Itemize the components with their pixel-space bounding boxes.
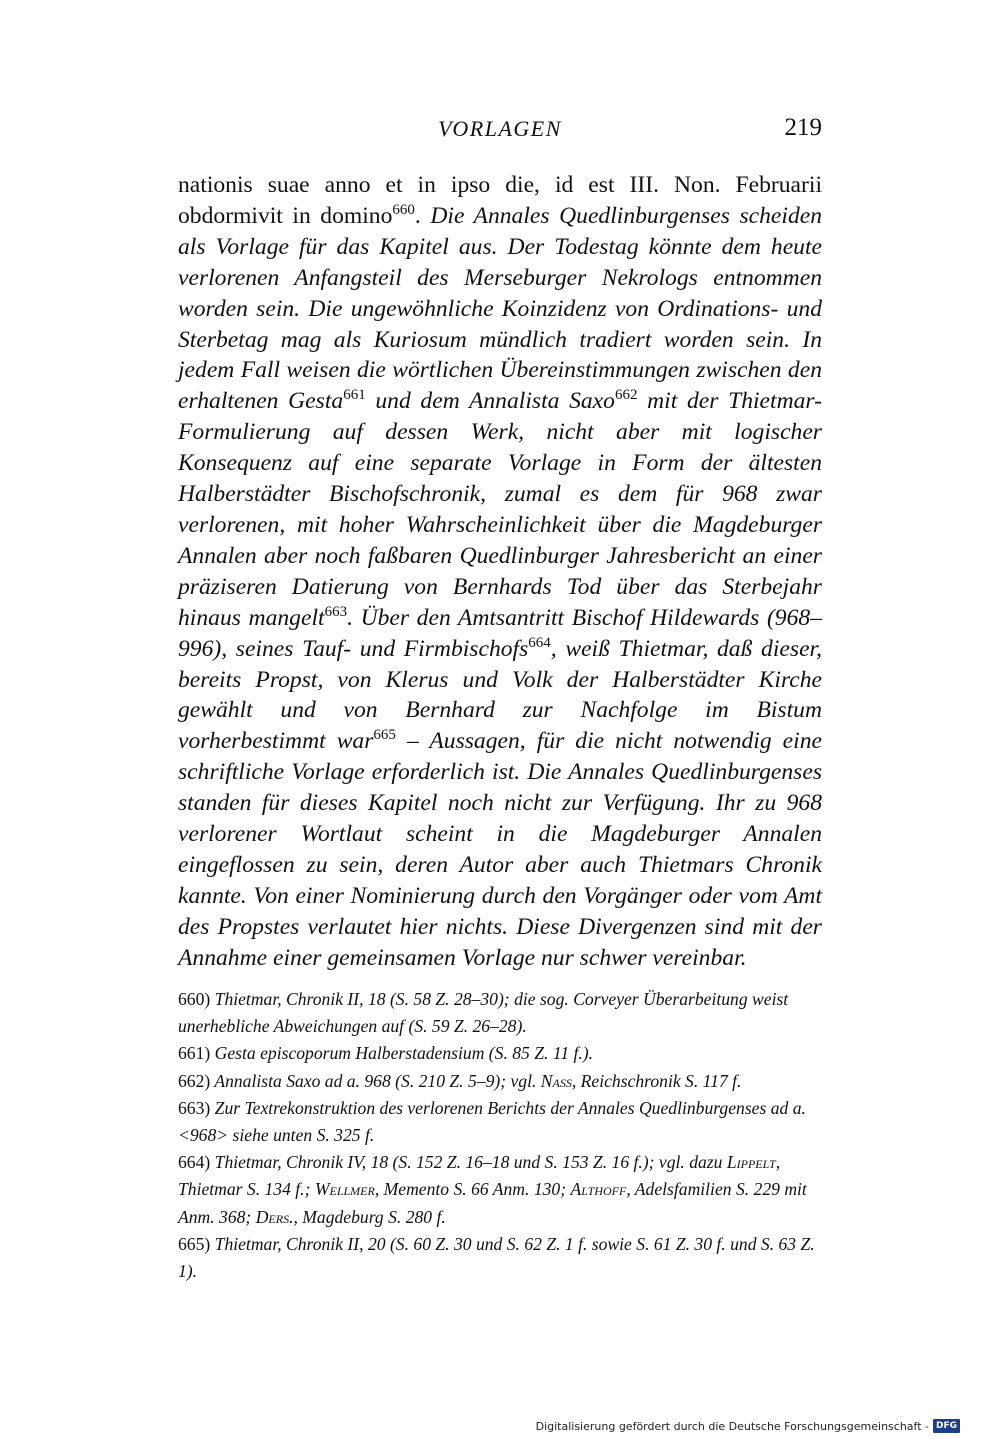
body-text-italic: , weiß Thietmar, daß dieser, bereits Propst, von Klerus und Volk der Halberstädter Kirche gewählt und von Bernhard zur Nachfolge im Bistum vorherbestimmt war [178, 635, 822, 755]
body-text-italic: – Aussagen, für die nicht notwendig eine schriftliche Vorlage erforderlich ist. Die Annales Quedlinburgenses standen für dieses Kapitel noch nicht zur Verfügung. Ihr zu 968 verlorener Wortlaut scheint in die Magdeburger Annalen eingeflossen zu sein, deren Autor aber auch Thietmars Chronik kannte. Von einer Nominierung durch den Vorgänger oder vom Amt des Propstes verlautet hier nichts. Diese Divergenzen sind mit der Annahme einer gemeinsamen Vorlage nur schwer vereinbar. [178, 728, 822, 971]
footnote-text: Thietmar, Chronik II, 18 (S. 58 Z. 28–30); die sog. Corveyer Überarbeitung weist unerhebliche Abweichungen auf (S. 59 Z. 26–28). [178, 989, 789, 1037]
author-name: Lippelt [726, 1152, 776, 1173]
body-text-roman: nationis suae anno et in ipso die, id est III. Non. Februarii obdormivit in domino [178, 172, 822, 229]
running-head: VORLAGEN [438, 116, 562, 141]
digitization-credit [536, 1419, 960, 1433]
footnote-number: 662) [178, 1070, 211, 1091]
footnote-number: 661) [178, 1043, 211, 1064]
footnote-text: , Adelsfamilien S. 229 mit Anm. 368; [178, 1179, 807, 1227]
footnote-662 [178, 1068, 822, 1095]
footnote-665 [178, 1231, 822, 1285]
footnote-661 [178, 1040, 822, 1067]
footnote-text: Zur Textrekonstruktion des verlorenen Berichts der Annales Quedlinburgenses ad a. <968> siehe unten S. 325 f. [178, 1097, 806, 1146]
footnote-text: , Thietmar S. 134 f.; [178, 1152, 781, 1200]
footnote-text: , Memento S. 66 Anm. 130; [374, 1179, 571, 1200]
body-text-italic: mit der Thietmar-Formulierung auf dessen Werk, nicht aber mit logischer Konsequenz auf eine separate Vorlage in Form der ältesten Halberstädter Bischofschronik, zumal es dem für 968 zwar verlorenen, mit hoher Wahrscheinlichkeit über die Magdeburger Annalen aber noch faßbaren Quedlinburger Jahresbericht an einer präziseren Datierung von Bernhards Tod über das Sterbejahr hinaus mangelt [178, 388, 822, 631]
footnote-text: Thietmar, Chronik IV, 18 (S. 152 Z. 16–18 und S. 153 Z. 16 f.); vgl. dazu [214, 1152, 727, 1173]
footnote-text: Gesta episcoporum Halberstadensium (S. 85 Z. 11 f.). [214, 1043, 594, 1064]
body-text-italic: und dem Annalista Saxo [365, 388, 615, 415]
footnote-number: 663) [178, 1097, 211, 1118]
footnote-text: Thietmar, Chronik II, 20 (S. 60 Z. 30 und S. 62 Z. 1 f. sowie S. 61 Z. 30 f. und S. 63 Z. 1). [178, 1233, 815, 1282]
footnote-number: 665) [178, 1233, 211, 1254]
footnote-663 [178, 1095, 822, 1149]
footnote-text: Annalista Saxo ad a. 968 (S. 210 Z. 5–9); vgl. [214, 1070, 541, 1091]
footnote-number: 664) [178, 1152, 211, 1173]
body-text-italic: . Über den Amtsantritt Bischof Hildewards (968–996), seines Tauf- und Firmbischofs [178, 604, 822, 662]
footnote-text: , Reichschronik S. 117 f. [571, 1070, 742, 1091]
page-header [178, 112, 822, 148]
author-name: Wellmer [314, 1179, 375, 1200]
dfg-logo: DFG [933, 1419, 960, 1433]
body-text-roman: . [414, 202, 431, 229]
credit-text: Digitalisierung gefördert durch die Deutsche Forschungsgemeinschaft - [535, 1419, 929, 1433]
footnote-664 [178, 1149, 822, 1231]
footnote-ref-660: 660 [392, 201, 415, 218]
author-name: Althoff [570, 1179, 627, 1200]
footnote-ref-663: 663 [324, 603, 348, 620]
author-name: Ders. [255, 1206, 294, 1227]
page-number: 219 [784, 114, 822, 141]
footnotes [178, 986, 822, 1285]
footnote-ref-665: 665 [373, 727, 396, 744]
footnote-ref-662: 662 [614, 387, 638, 404]
footnote-number: 660) [178, 989, 211, 1009]
footnote-ref-664: 664 [528, 634, 551, 651]
body-paragraph [178, 170, 822, 974]
body-text-italic: Die Annales Quedlinburgenses scheiden als Vorlage für das Kapitel aus. Der Todestag könnte dem heute verlorenen Anfangsteil des Merseburger Nekrologs entnommen worden sein. Die ungewöhnliche Koinzidenz von Ordinations- und Sterbetag mag als Kuriosum mündlich tradiert worden sein. In jedem Fall weisen die wörtlichen Übereinstimmungen zwischen den erhaltenen Gesta [178, 202, 823, 415]
footnote-660 [178, 986, 822, 1040]
footnote-ref-661: 661 [343, 387, 366, 404]
author-name: Nass [540, 1070, 572, 1091]
footnote-text: , Magdeburg S. 280 f. [293, 1206, 446, 1227]
